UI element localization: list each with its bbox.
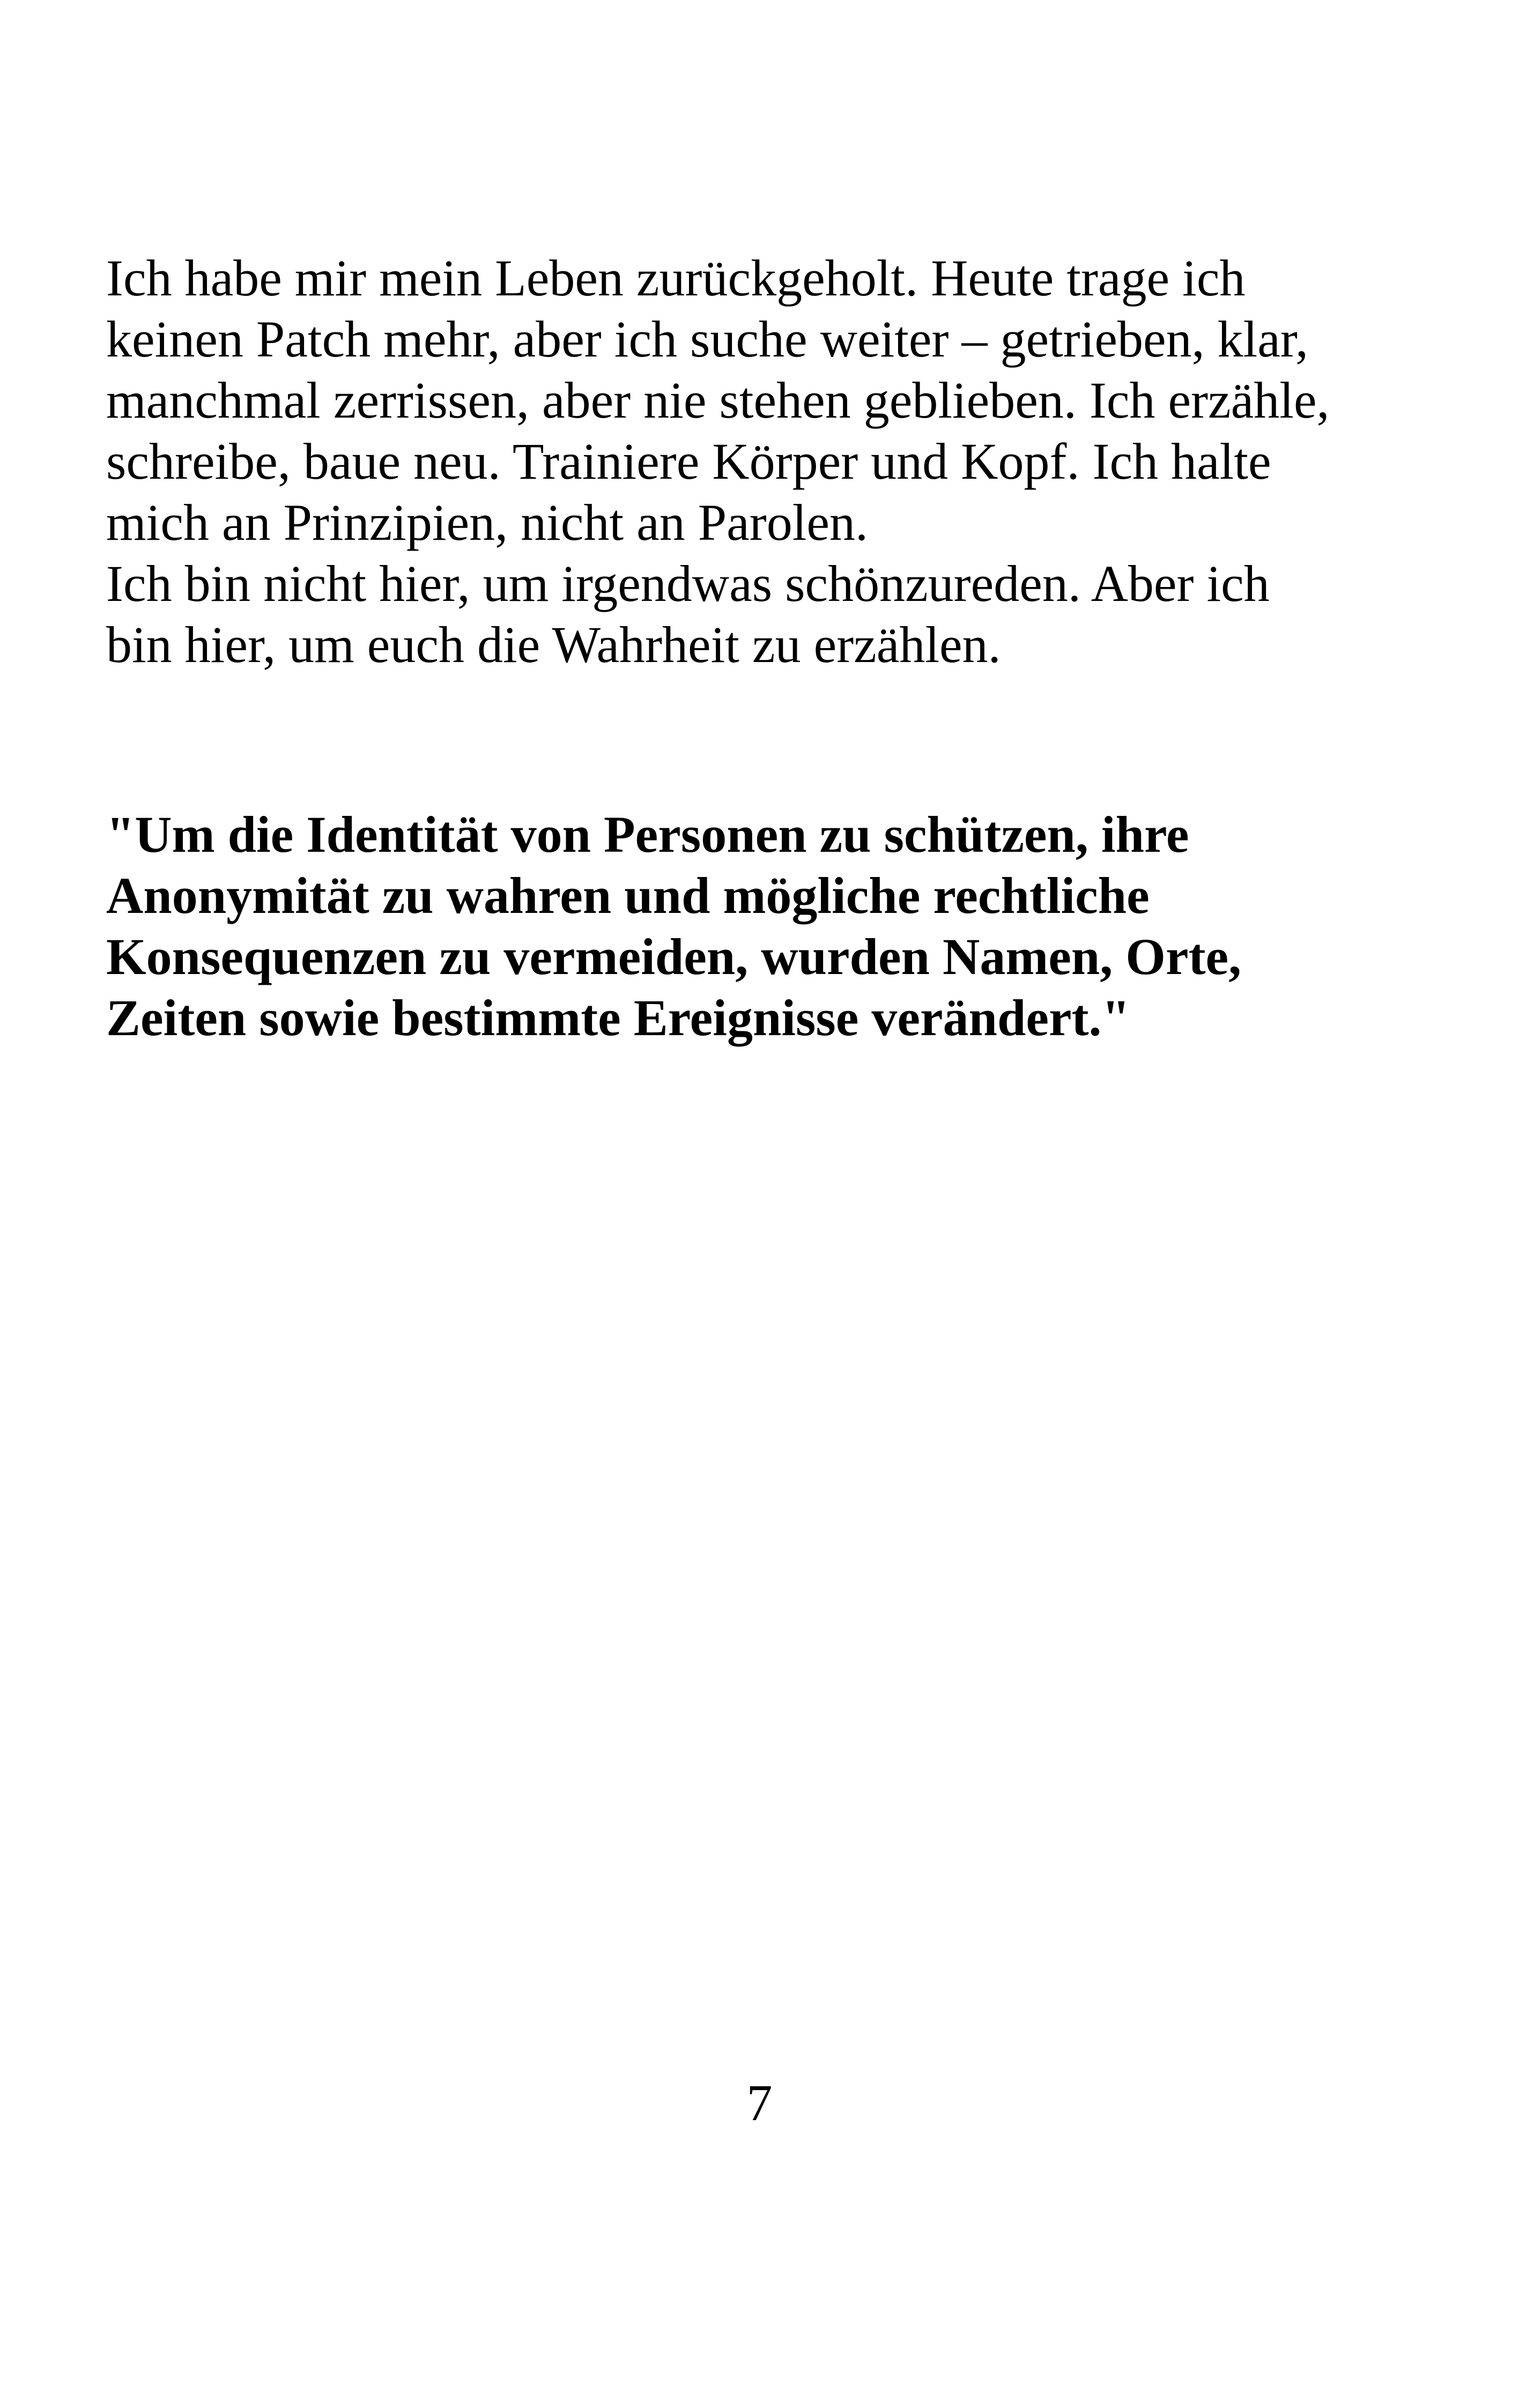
body-line: bin hier, um euch die Wahrheit zu erzählen. <box>106 616 1001 673</box>
body-line: Ich bin nicht hier, um irgendwas schönzureden. Aber ich <box>106 555 1270 612</box>
body-line: keinen Patch mehr, aber ich suche weiter – getrieben, klar, <box>106 310 1309 368</box>
notice-line: Zeiten sowie bestimmte Ereignisse verändert." <box>106 989 1130 1046</box>
anonymity-notice <box>106 804 1414 1049</box>
page-number: 7 <box>746 2074 773 2131</box>
body-line: manchmal zerrissen, aber nie stehen geblieben. Ich erzähle, <box>106 371 1330 429</box>
notice-line: "Um die Identität von Personen zu schützen, ihre <box>106 806 1189 863</box>
body-line: schreibe, baue neu. Trainiere Körper und Kopf. Ich halte <box>106 433 1271 490</box>
notice-line: Konsequenzen zu vermeiden, wurden Namen, Orte, <box>106 928 1242 985</box>
body-line: mich an Prinzipien, nicht an Parolen. <box>106 494 868 551</box>
body-paragraph <box>106 248 1414 675</box>
body-line: Ich habe mir mein Leben zurückgeholt. Heute trage ich <box>106 249 1246 307</box>
notice-line: Anonymität zu wahren und mögliche rechtliche <box>106 867 1150 924</box>
